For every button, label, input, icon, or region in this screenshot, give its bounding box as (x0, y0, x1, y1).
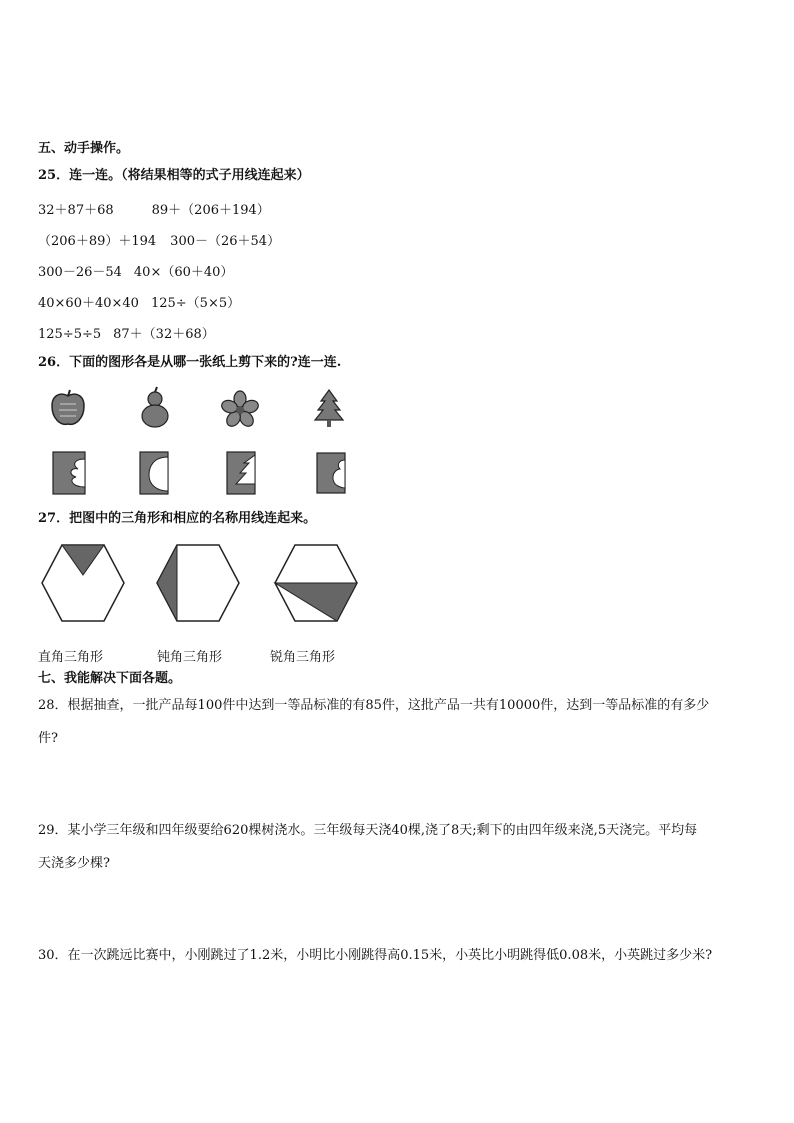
question-28-text-cont: 件? (38, 731, 58, 746)
left-expression: 32＋87＋68 (38, 203, 114, 218)
question-29-text-cont: 天浇多少棵? (38, 856, 110, 871)
question-26-title: 26．下面的图形各是从哪一张纸上剪下来的?连一连. (38, 355, 342, 370)
left-expression: 125÷5÷5 (38, 327, 102, 342)
question-27-title: 27．把图中的三角形和相应的名称用线连起来。 (38, 511, 317, 526)
expression-row (38, 292, 240, 311)
question-25-title: 25．连一连。（将结果相等的式子用线连起来） (38, 168, 310, 183)
section-title: 五、动手操作。 (38, 141, 130, 156)
hexagon-acute-triangle (271, 543, 361, 623)
expression-row (38, 230, 280, 249)
left-expression: 40×60＋40×40 (38, 296, 139, 311)
expression-row (38, 323, 215, 342)
right-expression: 40×（60＋40） (133, 265, 234, 280)
right-expression: 87＋（32＋68） (113, 327, 215, 342)
paper-cut-gourd-icon (316, 452, 346, 494)
right-expression: 300－（26＋54） (170, 234, 281, 249)
expression-row (38, 199, 270, 218)
triangle-name-label: 钝角三角形 (157, 650, 223, 665)
triangle-name-label: 直角三角形 (38, 650, 104, 665)
right-expression: 125÷（5×5） (150, 296, 241, 311)
tree-icon (313, 389, 345, 429)
hexagon-right-triangle (38, 543, 128, 623)
question-28-text: 28．根据抽查，一批产品每100件中达到一等品标准的有85件，这批产品一共有10000件，达到一等品标准的有多少 (38, 698, 710, 713)
paper-cut-tree-icon (226, 451, 256, 495)
expression-row (38, 261, 233, 280)
paper-cut-flower-icon (52, 451, 86, 495)
left-expression: 300－26－54 (38, 265, 122, 280)
left-expression: （206＋89）＋194 (38, 234, 157, 249)
question-29-text: 29．某小学三年级和四年级要给620棵树浇水。三年级每天浇40棵,浇了8天;剩下的由四年级来浇,5天浇完。平均每 (38, 823, 698, 838)
right-expression: 89＋（206＋194） (151, 203, 270, 218)
question-30-text: 30．在一次跳远比赛中，小刚跳过了1.2米，小明比小刚跳得高0.15米，小英比小明跳得低0.08米，小英跳过多少米? (38, 948, 713, 963)
gourd-icon (137, 386, 173, 430)
triangle-name-label: 锐角三角形 (270, 650, 336, 665)
flower-icon (220, 390, 260, 428)
apple-icon (48, 388, 88, 428)
paper-cut-apple-icon (139, 451, 169, 495)
hexagon-obtuse-triangle (153, 543, 243, 623)
section-title: 七、我能解决下面各题。 (38, 671, 182, 686)
